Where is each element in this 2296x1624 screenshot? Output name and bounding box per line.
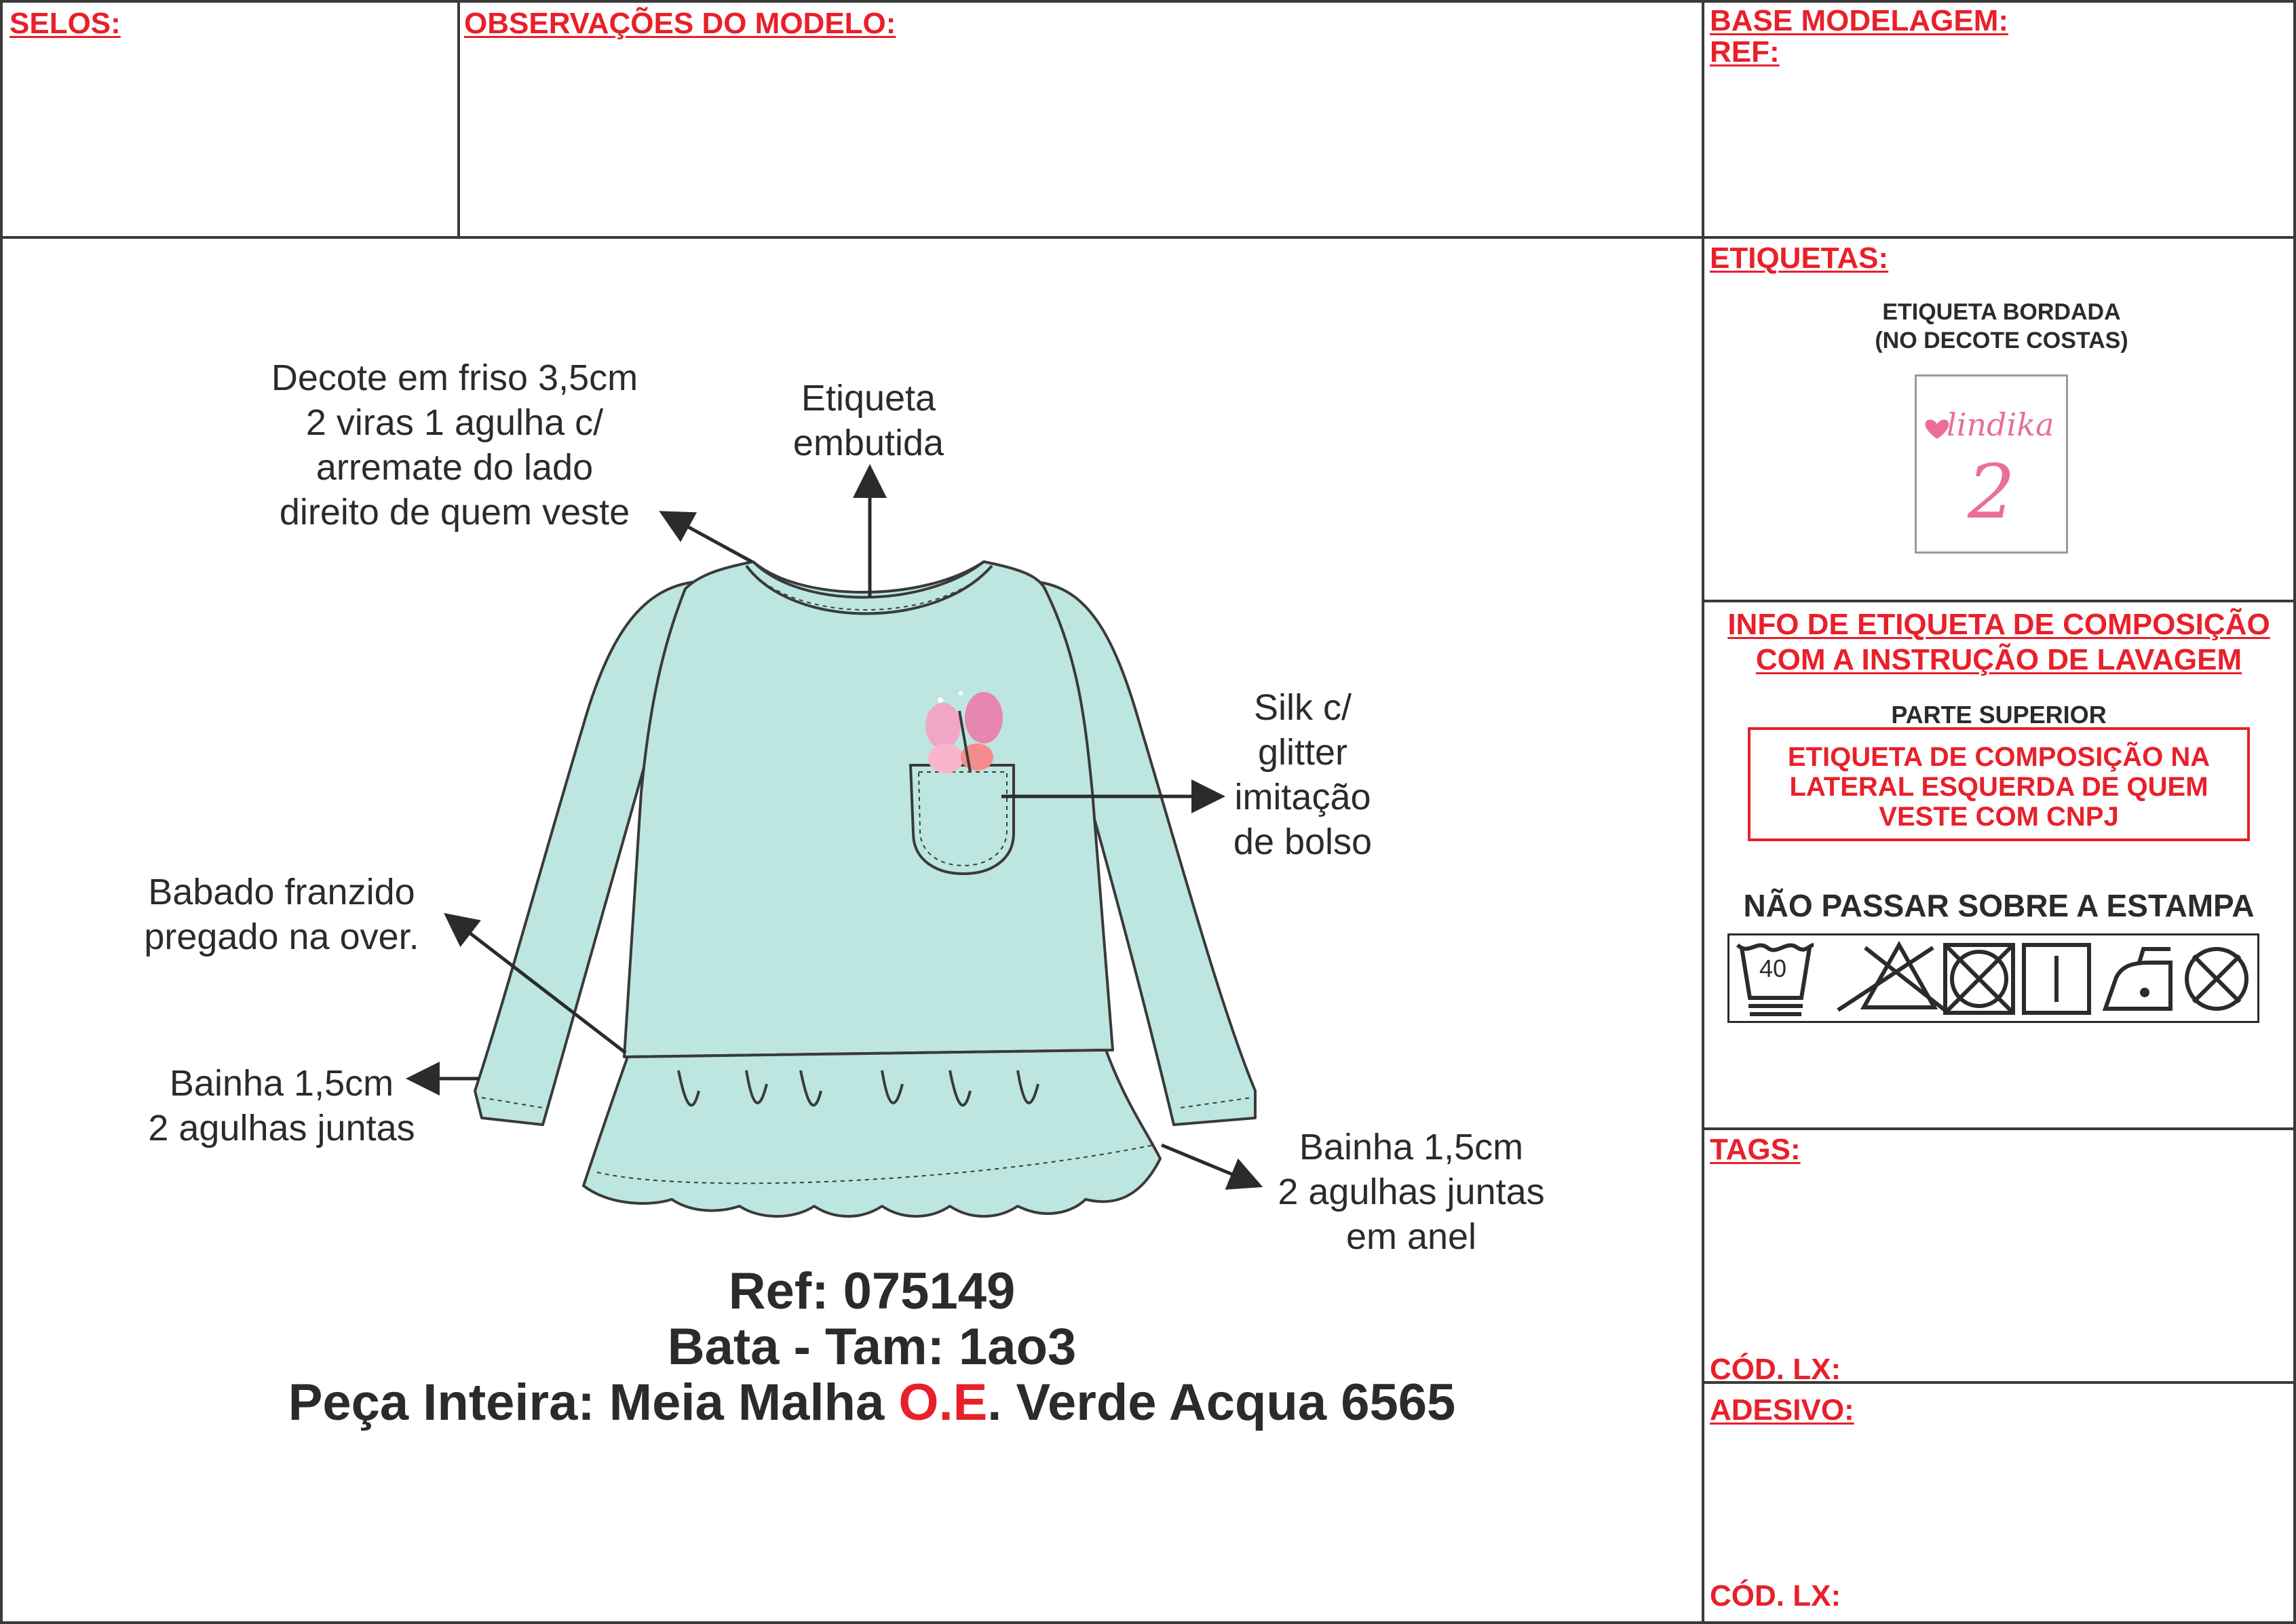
nao-passar-warning: NÃO PASSAR SOBRE A ESTAMPA	[1743, 888, 2255, 923]
composicao-title-line2: COM A INSTRUÇÃO DE LAVAGEM	[1755, 643, 2242, 676]
composicao-title-line1: INFO DE ETIQUETA DE COMPOSIÇÃO	[1727, 608, 2270, 641]
line-dry-icon	[2024, 945, 2089, 1013]
composicao-warning-box	[1748, 727, 2250, 841]
annotation-etiqueta	[767, 376, 970, 465]
no-tumble-dry-icon	[1945, 945, 2013, 1013]
care-symbols	[1727, 933, 2259, 1023]
no-bleach-icon	[1838, 945, 1947, 1011]
product-fabric	[204, 1374, 1540, 1431]
annotation-babado	[115, 870, 448, 959]
wash-temp: 40	[1759, 954, 1787, 982]
garment-body	[624, 562, 1113, 1057]
composicao-box	[1702, 600, 2296, 1130]
no-dry-clean-icon	[2187, 949, 2246, 1009]
tags-cod-lx: CÓD. LX:	[1710, 1353, 1841, 1386]
fabric-suffix: . Verde Acqua 6565	[987, 1374, 1456, 1431]
product-ref: Ref: 075149	[728, 1262, 1016, 1320]
base-modelagem-label: BASE MODELAGEM:	[1710, 4, 2008, 37]
selos-label: SELOS:	[9, 7, 121, 40]
pocket	[911, 765, 1014, 874]
fabric-prefix: Peça Inteira: Meia Malha	[288, 1374, 899, 1431]
care-symbols-svg	[1729, 935, 2257, 1021]
tags-label: TAGS:	[1710, 1133, 1801, 1166]
composicao-box-line3: VESTE COM CNPJ	[1879, 802, 2119, 832]
product-desc: Bata - Tam: 1ao3	[667, 1318, 1077, 1376]
adesivo-cod-lx: CÓD. LX:	[1710, 1579, 1841, 1612]
annotation-bainha-barra	[1255, 1125, 1567, 1259]
adesivo-label: ADESIVO:	[1710, 1393, 1854, 1427]
decote-line4: direito de quem veste	[279, 492, 630, 533]
babado-line2: pregado na over.	[144, 916, 419, 957]
annotation-silk	[1208, 685, 1398, 864]
observacoes-label: OBSERVAÇÕES DO MODELO:	[464, 7, 896, 40]
parte-superior: PARTE SUPERIOR	[1891, 701, 2107, 729]
annotation-decote	[251, 355, 658, 535]
decote-line2: 2 viras 1 agulha c/	[305, 402, 604, 443]
iron-low-icon	[2105, 949, 2170, 1009]
etiquetas-label: ETIQUETAS:	[1710, 241, 1889, 275]
etiqueta-line2: embutida	[792, 423, 944, 463]
babado-line1: Babado franzido	[148, 872, 415, 912]
silk-line3: imitação	[1234, 777, 1371, 817]
silk-line2: glitter	[1257, 732, 1348, 773]
bainha-manga-line2: 2 agulhas juntas	[148, 1108, 415, 1148]
bainha-manga-line1: Bainha 1,5cm	[169, 1063, 394, 1104]
brand-label-image	[1915, 374, 2068, 554]
garment-ruffle	[583, 1050, 1160, 1216]
composicao-box-line1: ETIQUETA DE COMPOSIÇÃO NA	[1787, 742, 2211, 772]
fabric-highlight: O.E	[898, 1374, 988, 1431]
brand-name: lindika	[1947, 406, 2054, 443]
etiqueta-bordada-line1: ETIQUETA BORDADA	[1882, 299, 2121, 325]
etiqueta-line1: Etiqueta	[801, 378, 936, 419]
silk-line4: de bolso	[1233, 821, 1373, 862]
etiqueta-bordada-line2: (NO DECOTE COSTAS)	[1875, 328, 2128, 353]
annotation-bainha-manga	[115, 1061, 448, 1151]
composicao-box-line2: LATERAL ESQUERDA DE QUEM	[1789, 772, 2208, 802]
decote-line3: arremate do lado	[315, 447, 594, 488]
ref-label: REF:	[1710, 35, 1780, 69]
brand-size: 2	[1968, 448, 2015, 535]
bainha-barra-line2: 2 agulhas juntas	[1278, 1172, 1545, 1212]
decote-line1: Decote em friso 3,5cm	[271, 357, 638, 398]
bainha-barra-line3: em anel	[1345, 1216, 1477, 1257]
silk-line1: Silk c/	[1253, 687, 1352, 728]
bainha-barra-line1: Bainha 1,5cm	[1299, 1127, 1524, 1167]
